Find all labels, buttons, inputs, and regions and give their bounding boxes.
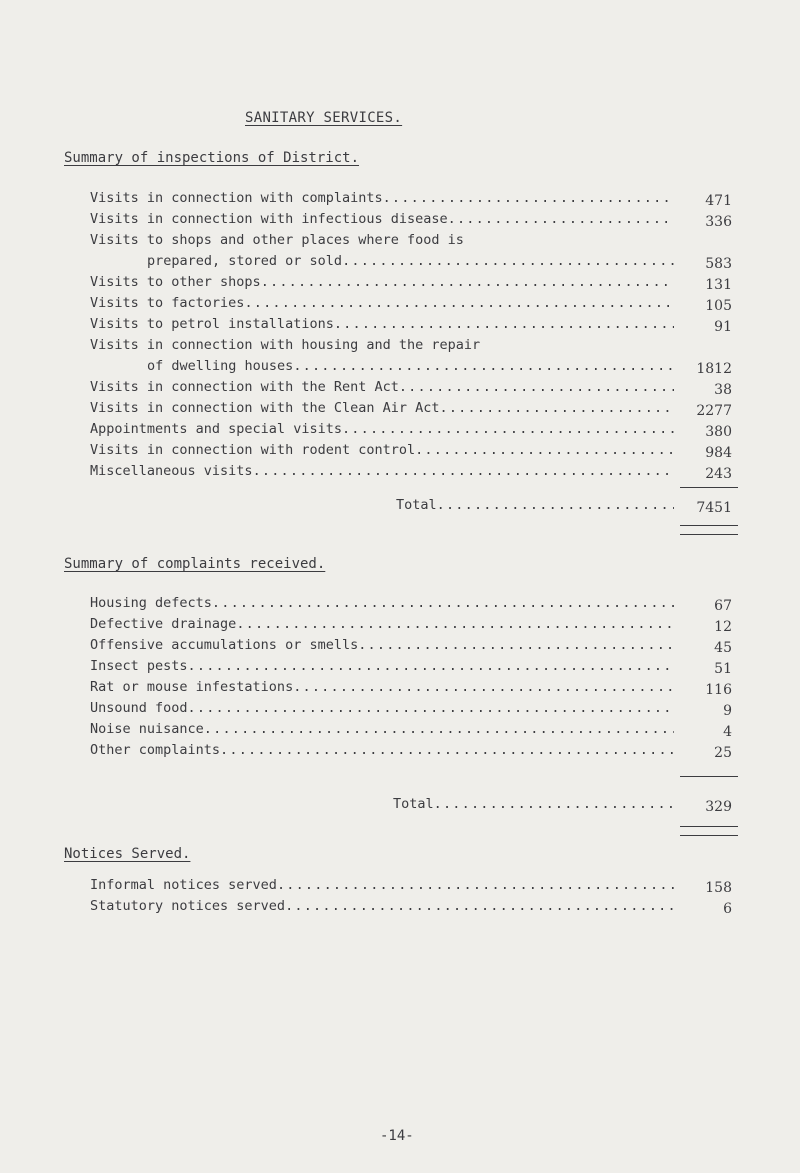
inspection-row <box>90 190 740 208</box>
double-rule-top <box>680 826 738 827</box>
inspection-row <box>90 379 740 397</box>
complaint-label: Defective drainage <box>90 616 237 632</box>
total-label: Total <box>396 497 437 513</box>
inspection-row <box>90 421 740 439</box>
inspection-label: Visits to shops and other places where food is <box>90 232 464 248</box>
leader-dots <box>277 877 674 893</box>
inspection-label: Visits in connection with housing and the repair <box>90 337 481 353</box>
leader-dots <box>188 700 674 716</box>
complaint-row <box>90 595 740 613</box>
notice-label: Informal notices served <box>90 877 277 893</box>
complaint-label: Housing defects <box>90 595 212 611</box>
double-rule-bottom <box>680 835 738 836</box>
complaints-total-value: 329 <box>705 799 732 815</box>
inspection-label: Visits in connection with rodent control <box>90 442 416 458</box>
complaint-row <box>90 742 740 760</box>
complaint-value: 45 <box>714 640 732 656</box>
leader-dots <box>358 637 674 653</box>
complaint-value: 67 <box>714 598 732 614</box>
page-heading: SANITARY SERVICES. <box>245 110 403 126</box>
leader-dots <box>236 616 674 632</box>
complaint-value: 12 <box>714 619 732 635</box>
inspection-value: 583 <box>705 256 732 272</box>
leader-dots <box>399 379 674 395</box>
leader-dots <box>253 463 674 479</box>
inspection-value: 1812 <box>696 361 732 377</box>
inspection-label: Visits in connection with the Clean Air Act <box>90 400 440 416</box>
inspection-label: of dwelling houses <box>147 358 294 374</box>
complaint-value: 116 <box>705 682 732 698</box>
inspections-section-title: Summary of inspections of District. <box>64 150 360 166</box>
complaint-row <box>90 616 740 634</box>
total-label: Total <box>393 796 434 812</box>
inspection-row <box>90 400 740 418</box>
total-rule <box>680 487 738 488</box>
leader-dots <box>342 421 674 437</box>
inspection-value: 984 <box>705 445 732 461</box>
complaint-label: Unsound food <box>90 700 188 716</box>
complaint-row <box>90 658 740 676</box>
leader-dots <box>261 274 674 290</box>
complaint-value: 51 <box>714 661 732 677</box>
double-rule-bottom <box>680 534 738 535</box>
notice-row <box>90 898 740 916</box>
leader-dots <box>293 679 674 695</box>
complaints-total-row <box>393 796 740 814</box>
inspection-row <box>90 295 740 313</box>
leader-dots <box>204 721 674 737</box>
inspection-value: 471 <box>705 193 732 209</box>
complaints-section-title: Summary of complaints received. <box>64 556 326 572</box>
notice-value: 6 <box>723 901 732 917</box>
inspection-value: 131 <box>705 277 732 293</box>
inspections-total-value: 7451 <box>696 500 732 516</box>
leader-dots <box>285 898 674 914</box>
leader-dots <box>220 742 674 758</box>
inspection-value: 336 <box>705 214 732 230</box>
complaint-row <box>90 700 740 718</box>
complaint-row <box>90 679 740 697</box>
leader-dots <box>342 253 674 269</box>
inspections-total-row <box>396 497 740 515</box>
inspection-row <box>90 274 740 292</box>
complaint-label: Rat or mouse infestations <box>90 679 294 695</box>
notice-row <box>90 877 740 895</box>
complaint-value: 25 <box>714 745 732 761</box>
inspection-row <box>90 463 740 481</box>
inspection-label: Visits to factories <box>90 295 245 311</box>
inspection-value: 38 <box>714 382 732 398</box>
leader-dots <box>244 295 674 311</box>
leader-dots <box>437 497 674 513</box>
complaint-value: 9 <box>723 703 732 719</box>
inspection-label: Appointments and special visits <box>90 421 342 437</box>
leader-dots <box>440 400 675 416</box>
inspection-label: Visits to petrol installations <box>90 316 334 332</box>
inspection-row <box>90 253 740 271</box>
complaint-row <box>90 637 740 655</box>
leader-dots <box>334 316 674 332</box>
inspection-label: Miscellaneous visits <box>90 463 253 479</box>
complaint-row <box>90 721 740 739</box>
leader-dots <box>188 658 674 674</box>
inspection-label: Visits in connection with the Rent Act <box>90 379 399 395</box>
notice-label: Statutory notices served <box>90 898 286 914</box>
leader-dots <box>293 358 674 374</box>
notices-section-title: Notices Served. <box>64 846 191 862</box>
inspection-row <box>90 211 740 229</box>
complaint-value: 4 <box>723 724 732 740</box>
inspection-row <box>90 442 740 460</box>
inspection-value: 91 <box>714 319 732 335</box>
inspection-value: 380 <box>705 424 732 440</box>
leader-dots <box>212 595 674 611</box>
complaint-label: Insect pests <box>90 658 188 674</box>
complaint-label: Other complaints <box>90 742 221 758</box>
inspection-label: Visits in connection with complaints <box>90 190 383 206</box>
leader-dots <box>415 442 674 458</box>
complaint-label: Noise nuisance <box>90 721 204 737</box>
inspection-label: prepared, stored or sold <box>147 253 343 269</box>
inspection-row <box>90 358 740 376</box>
total-rule <box>680 776 738 777</box>
inspection-value: 105 <box>705 298 732 314</box>
inspection-label: Visits to other shops <box>90 274 261 290</box>
inspection-value: 243 <box>705 466 732 482</box>
inspection-label: Visits in connection with infectious disease <box>90 211 448 227</box>
leader-dots <box>434 796 674 812</box>
page-number: -14- <box>380 1128 414 1144</box>
double-rule-top <box>680 525 738 526</box>
complaint-label: Offensive accumulations or smells <box>90 637 359 653</box>
notice-value: 158 <box>705 880 732 896</box>
inspection-value: 2277 <box>696 403 732 419</box>
leader-dots <box>383 190 674 206</box>
inspection-row <box>90 316 740 334</box>
leader-dots <box>448 211 674 227</box>
